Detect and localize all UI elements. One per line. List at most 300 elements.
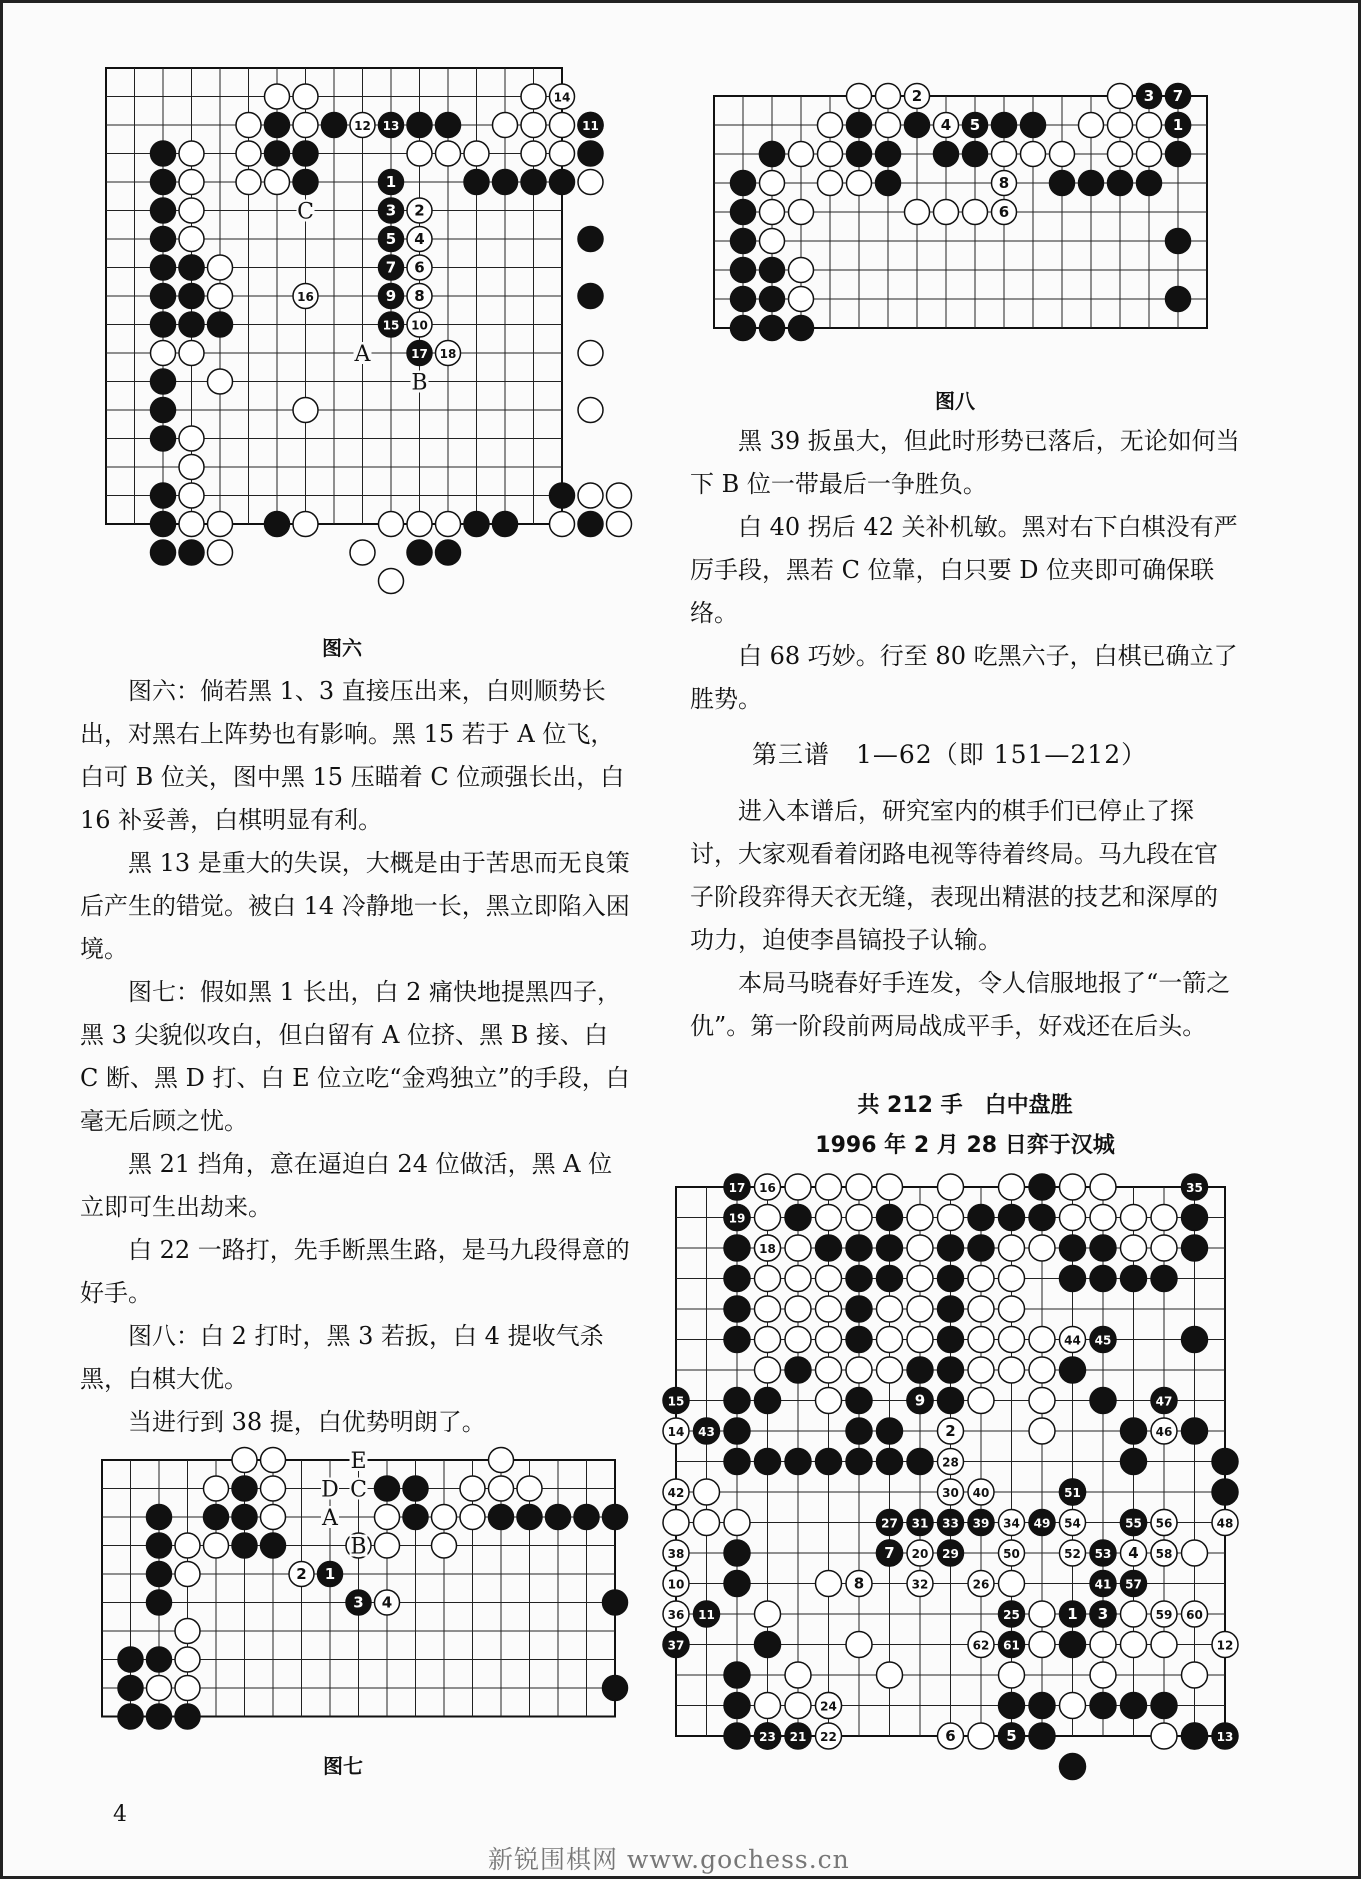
black-stone [407, 113, 432, 138]
white-stone [907, 1266, 933, 1292]
white-stone [818, 171, 843, 196]
black-stone [179, 284, 204, 309]
white-stone [785, 1662, 811, 1688]
white-stone [1029, 1388, 1055, 1414]
move-number: 9 [385, 287, 397, 305]
move-number: 26 [972, 1577, 990, 1592]
white-stone [846, 1357, 872, 1383]
move-number: 16 [759, 1181, 776, 1195]
black-stone [760, 316, 785, 341]
white-stone [147, 1676, 172, 1701]
move-number: 16 [297, 290, 314, 304]
white-stone [789, 258, 814, 283]
black-stone [1029, 1205, 1055, 1231]
black-stone [1182, 1327, 1208, 1353]
white-stone [1121, 1601, 1147, 1627]
black-stone [731, 229, 756, 254]
paragraph: 白 40 拐后 42 关补机敏。黑对右下白棋没有严厉手段，黑若 C 位靠，白只要 D 位夹即可确保联络。 [690, 513, 1238, 627]
white-stone [816, 1296, 842, 1322]
white-stone [694, 1479, 720, 1505]
paragraph: 图七：假如黑 1 长出，白 2 痛快地提黑四子，黑 3 尖貌似攻白，但白留有 A 位挤、黑 B 接、白 C 断、黑 D 打、白 E 位立吃“金鸡独立”的手段，白毫无后顾之忧。 [80, 978, 630, 1135]
white-stone [375, 1533, 400, 1558]
game-date: 1996 年 2 月 28 日弈于汉城 [815, 1133, 1115, 1158]
black-stone [755, 1632, 781, 1658]
black-stone [517, 1505, 542, 1530]
move-number: 9 [914, 1391, 926, 1410]
white-stone [938, 1205, 964, 1231]
white-stone [375, 1505, 400, 1530]
black-stone [574, 1505, 599, 1530]
white-stone [1137, 142, 1162, 167]
white-stone [755, 1266, 781, 1292]
white-stone [1090, 1205, 1116, 1231]
black-stone [1060, 1357, 1086, 1383]
move-number: 42 [667, 1486, 685, 1500]
white-stone [407, 512, 432, 537]
white-stone [432, 1533, 457, 1558]
white-stone [789, 200, 814, 225]
black-stone [578, 284, 603, 309]
white-stone [1029, 1632, 1055, 1658]
position-label: E [350, 1449, 367, 1474]
white-stone [907, 1205, 933, 1231]
black-stone [905, 113, 930, 138]
white-stone [816, 1388, 842, 1414]
black-stone [724, 1662, 750, 1688]
black-stone [265, 113, 290, 138]
white-stone [968, 1327, 994, 1353]
move-number: 6 [998, 203, 1010, 221]
move-number: 17 [411, 347, 428, 361]
white-stone [204, 1476, 229, 1501]
move-number: 34 [1003, 1516, 1020, 1531]
white-stone [175, 1676, 200, 1701]
white-stone [265, 84, 290, 109]
white-stone [179, 512, 204, 537]
black-stone [151, 398, 176, 423]
white-stone [876, 84, 901, 109]
black-stone [147, 1590, 172, 1615]
move-number: 20 [911, 1547, 929, 1561]
black-stone [1021, 113, 1046, 138]
white-stone [1108, 84, 1133, 109]
black-stone [179, 312, 204, 337]
black-stone [846, 1449, 872, 1475]
white-stone [1021, 142, 1046, 167]
black-stone [816, 1449, 842, 1475]
black-stone [151, 369, 176, 394]
white-stone [550, 512, 575, 537]
white-stone [846, 1174, 872, 1200]
white-stone [1090, 1662, 1116, 1688]
white-stone [1090, 1632, 1116, 1658]
black-stone [999, 1205, 1025, 1231]
white-stone [789, 287, 814, 312]
white-stone [550, 113, 575, 138]
move-number: 2 [296, 1565, 307, 1583]
white-stone [179, 170, 204, 195]
black-stone [724, 1540, 750, 1566]
white-stone [550, 141, 575, 166]
move-number: 4 [940, 116, 952, 134]
white-stone [818, 113, 843, 138]
black-stone [147, 1647, 172, 1672]
white-stone [175, 1619, 200, 1644]
move-number: 14 [667, 1425, 685, 1439]
move-number: 38 [667, 1547, 685, 1561]
go-board-fig6 [84, 40, 644, 610]
white-stone [436, 141, 461, 166]
black-stone [731, 200, 756, 225]
move-number: 21 [789, 1730, 807, 1744]
white-stone [232, 1448, 257, 1473]
white-stone [999, 1266, 1025, 1292]
black-stone [724, 1235, 750, 1261]
white-stone [905, 200, 930, 225]
white-stone [846, 1632, 872, 1658]
white-stone [999, 1662, 1025, 1688]
white-stone [846, 1205, 872, 1231]
white-stone [992, 142, 1017, 167]
white-stone [1121, 1632, 1147, 1658]
white-stone [1060, 1174, 1086, 1200]
black-stone [151, 170, 176, 195]
position-label: A [322, 1506, 338, 1531]
white-stone [179, 141, 204, 166]
move-number: 12 [1216, 1638, 1234, 1653]
paragraph: 黑 39 扳虽大，但此时形势已落后，无论如何当下 B 位一带最后一争胜负。 [690, 427, 1240, 498]
move-number: 1 [324, 1565, 336, 1583]
white-stone [755, 1205, 781, 1231]
white-stone [789, 142, 814, 167]
white-stone [1029, 1327, 1055, 1353]
white-stone [208, 255, 233, 280]
white-stone [877, 1174, 903, 1200]
move-number: 18 [759, 1242, 776, 1256]
black-stone [877, 1449, 903, 1475]
move-number: 35 [1186, 1181, 1203, 1195]
white-stone [1060, 1693, 1086, 1719]
figure-8-caption: 图八 [935, 389, 975, 413]
black-stone [724, 1418, 750, 1444]
black-stone [464, 512, 489, 537]
position-label: B [350, 1534, 367, 1560]
move-number: 40 [972, 1486, 990, 1500]
white-stone [760, 229, 785, 254]
black-stone [1050, 171, 1075, 196]
move-number: 13 [382, 119, 400, 133]
black-stone [755, 1388, 781, 1414]
move-number: 7 [385, 258, 397, 277]
white-stone [179, 198, 204, 223]
white-stone [999, 1235, 1025, 1261]
white-stone [785, 1693, 811, 1719]
black-stone [938, 1357, 964, 1383]
black-stone [1182, 1723, 1208, 1749]
white-stone [877, 1662, 903, 1688]
move-number: 58 [1155, 1547, 1173, 1561]
white-stone [816, 1205, 842, 1231]
move-number: 22 [820, 1730, 837, 1744]
black-stone [1090, 1693, 1116, 1719]
black-stone [1090, 1235, 1116, 1261]
black-stone [147, 1562, 172, 1587]
go-board-game-record [662, 1168, 1302, 1798]
black-stone [731, 316, 756, 341]
move-number: 27 [881, 1516, 898, 1531]
black-stone [846, 1235, 872, 1261]
white-stone [816, 1266, 842, 1292]
move-number: 8 [853, 1574, 865, 1593]
white-stone [999, 1296, 1025, 1322]
section-title: 第三谱 1—62（即 151—212） [752, 740, 1148, 769]
position-label: D [321, 1477, 339, 1503]
black-stone [934, 142, 959, 167]
move-number: 55 [1125, 1516, 1142, 1531]
black-stone [232, 1533, 257, 1558]
move-number: 48 [1216, 1516, 1234, 1531]
move-number: 30 [942, 1486, 959, 1500]
white-stone [755, 1327, 781, 1353]
white-stone [1079, 113, 1104, 138]
move-number: 5 [1006, 1727, 1017, 1745]
black-stone [261, 1533, 286, 1558]
black-stone [436, 540, 461, 565]
black-stone [151, 227, 176, 252]
black-stone [938, 1266, 964, 1292]
white-stone [1108, 142, 1133, 167]
white-stone [407, 141, 432, 166]
black-stone [1060, 1266, 1086, 1292]
white-stone [350, 540, 375, 565]
white-stone [236, 170, 261, 195]
black-stone [293, 170, 318, 195]
black-stone [175, 1704, 200, 1729]
white-stone [204, 1533, 229, 1558]
white-stone [578, 483, 603, 508]
black-stone [204, 1505, 229, 1530]
black-stone [147, 1704, 172, 1729]
black-stone [1090, 1266, 1116, 1292]
black-stone [118, 1676, 143, 1701]
position-label: C [350, 1477, 367, 1503]
black-stone [724, 1388, 750, 1414]
white-stone [460, 1505, 485, 1530]
figure-6-caption: 图六 [322, 636, 362, 660]
white-stone [261, 1448, 286, 1473]
white-stone [877, 1327, 903, 1353]
black-stone [179, 255, 204, 280]
white-stone [1029, 1601, 1055, 1627]
paragraph: 本局马晓春好手连发，令人信服地报了“一箭之仇”。第一阶段前两局战成平手，好戏还在后头。 [690, 969, 1231, 1040]
right-text-column-top [690, 420, 1240, 721]
white-stone [816, 1357, 842, 1383]
move-number: 10 [411, 318, 428, 333]
white-stone [785, 1174, 811, 1200]
page-number: 4 [113, 1802, 127, 1827]
black-stone [846, 1296, 872, 1322]
black-stone [1137, 171, 1162, 196]
paragraph: 当进行到 38 提，白优势明朗了。 [128, 1408, 486, 1436]
black-stone [816, 1235, 842, 1261]
black-stone [489, 1505, 514, 1530]
move-number: 60 [1186, 1608, 1203, 1622]
black-stone [755, 1449, 781, 1475]
move-number: 47 [1155, 1394, 1173, 1409]
move-number: 3 [385, 201, 397, 220]
black-stone [179, 540, 204, 565]
move-number: 7 [1172, 87, 1184, 105]
white-stone [179, 341, 204, 366]
black-stone [1166, 229, 1191, 254]
white-stone [1121, 1235, 1147, 1261]
white-stone [755, 1296, 781, 1322]
black-stone [546, 1505, 571, 1530]
white-stone [265, 170, 290, 195]
white-stone [818, 142, 843, 167]
black-stone [1090, 1388, 1116, 1414]
move-number: 36 [667, 1608, 685, 1622]
black-stone [151, 426, 176, 451]
paragraph: 白 68 巧妙。行至 80 吃黑六子，白棋已确立了胜势。 [690, 642, 1238, 713]
black-stone [1182, 1235, 1208, 1261]
white-stone [379, 569, 404, 594]
black-stone [847, 142, 872, 167]
black-stone [760, 287, 785, 312]
black-stone [151, 284, 176, 309]
black-stone [265, 141, 290, 166]
move-number: 4 [1128, 1544, 1139, 1562]
white-stone [521, 84, 546, 109]
white-stone [1151, 1632, 1177, 1658]
black-stone [1151, 1266, 1177, 1292]
black-stone [724, 1693, 750, 1719]
move-number: 29 [942, 1547, 959, 1561]
move-number: 59 [1155, 1608, 1173, 1622]
black-stone [493, 170, 518, 195]
white-stone [521, 141, 546, 166]
black-stone [1182, 1418, 1208, 1444]
white-stone [760, 200, 785, 225]
move-number: 4 [381, 1593, 393, 1612]
black-stone [151, 483, 176, 508]
move-number: 56 [1155, 1516, 1173, 1531]
game-result: 共 212 手 白中盘胜 [857, 1093, 1073, 1118]
white-stone [175, 1533, 200, 1558]
white-stone [1151, 1235, 1177, 1261]
white-stone [489, 1448, 514, 1473]
black-stone [521, 170, 546, 195]
black-stone [968, 1205, 994, 1231]
white-stone [999, 1174, 1025, 1200]
white-stone [460, 1476, 485, 1501]
black-stone [907, 1357, 933, 1383]
black-stone [760, 142, 785, 167]
white-stone [816, 1174, 842, 1200]
black-stone [151, 255, 176, 280]
white-stone [724, 1510, 750, 1536]
move-number: 28 [942, 1455, 959, 1470]
white-stone [179, 227, 204, 252]
black-stone [578, 512, 603, 537]
black-stone [724, 1449, 750, 1475]
move-number: 6 [945, 1727, 956, 1745]
white-stone [175, 1647, 200, 1672]
position-label: C [297, 199, 314, 225]
white-stone [968, 1266, 994, 1292]
black-stone [493, 512, 518, 537]
move-number: 41 [1094, 1577, 1112, 1592]
move-number: 1 [385, 173, 397, 191]
black-stone [151, 540, 176, 565]
move-number: 61 [1003, 1638, 1020, 1653]
white-stone [999, 1357, 1025, 1383]
black-stone [1121, 1266, 1147, 1292]
move-number: 57 [1125, 1577, 1142, 1592]
white-stone [907, 1296, 933, 1322]
position-label: A [354, 342, 371, 367]
white-stone [236, 141, 261, 166]
white-stone [1090, 1174, 1116, 1200]
black-stone [232, 1476, 257, 1501]
black-stone [118, 1647, 143, 1672]
black-stone [876, 171, 901, 196]
move-number: 1 [1067, 1605, 1078, 1623]
white-stone [208, 512, 233, 537]
black-stone [1029, 1174, 1055, 1200]
black-stone [938, 1327, 964, 1353]
white-stone [760, 171, 785, 196]
white-stone [877, 1357, 903, 1383]
white-stone [1029, 1357, 1055, 1383]
white-stone [785, 1266, 811, 1292]
white-stone [175, 1562, 200, 1587]
black-stone [1212, 1449, 1238, 1475]
move-number: 6 [414, 258, 425, 277]
white-stone [663, 1510, 689, 1536]
black-stone [877, 1205, 903, 1231]
footer-watermark: 新锐围棋网 www.gochess.cn [488, 1845, 850, 1874]
move-number: 3 [353, 1593, 364, 1612]
paragraph: 图八：白 2 打时，黑 3 若扳，白 4 提收气杀黑，白棋大优。 [80, 1322, 604, 1393]
white-stone [1060, 1205, 1086, 1231]
white-stone [847, 171, 872, 196]
black-stone [550, 483, 575, 508]
black-stone [731, 287, 756, 312]
move-number: 52 [1064, 1547, 1081, 1561]
move-number: 53 [1094, 1547, 1112, 1561]
white-stone [816, 1327, 842, 1353]
move-number: 15 [382, 318, 400, 333]
white-stone [1029, 1235, 1055, 1261]
paragraph: 白 22 一路打，先手断黑生路，是马九段得意的好手。 [80, 1236, 630, 1307]
move-number: 54 [1064, 1516, 1081, 1531]
move-number: 31 [911, 1516, 929, 1531]
paragraph: 图六：倘若黑 1、3 直接压出来，白则顺势长出，对黑右上阵势也有影响。黑 15 若于 A 位飞，白可 B 位关，图中黑 15 压瞄着 C 位顽强长出，白 16 补妥善，白棋明显有利。 [80, 677, 625, 834]
black-stone [846, 1327, 872, 1353]
black-stone [1060, 1235, 1086, 1261]
white-stone [179, 483, 204, 508]
move-number: 37 [667, 1638, 685, 1653]
black-stone [877, 1418, 903, 1444]
white-stone [578, 341, 603, 366]
black-stone [1212, 1479, 1238, 1505]
black-stone [265, 512, 290, 537]
black-stone [1029, 1693, 1055, 1719]
white-stone [999, 1327, 1025, 1353]
black-stone [1151, 1693, 1177, 1719]
white-stone [1029, 1418, 1055, 1444]
